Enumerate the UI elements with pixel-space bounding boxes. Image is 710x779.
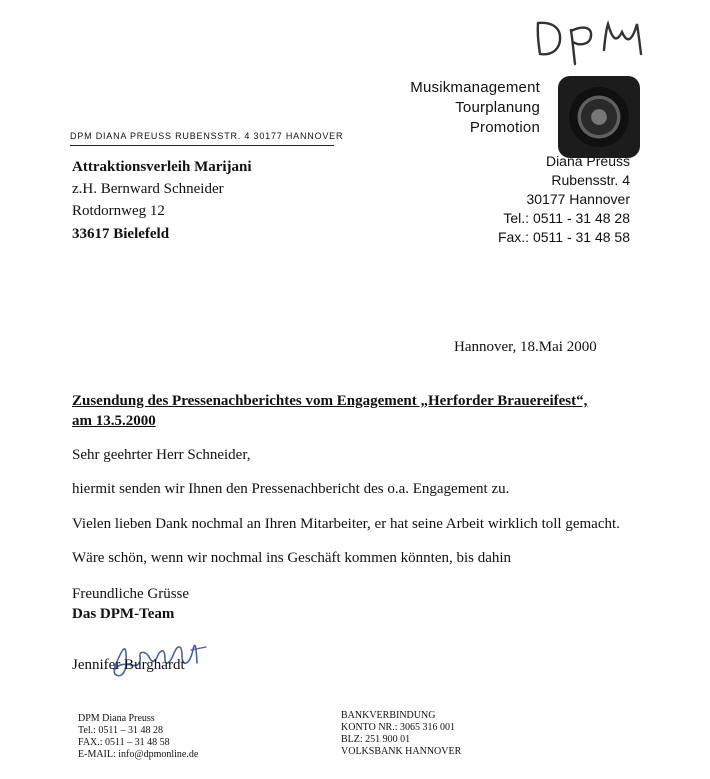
salutation: Sehr geehrter Herr Schneider, bbox=[72, 447, 251, 463]
sender-city: 30177 Hannover bbox=[526, 191, 630, 207]
bank-account: KONTO NR.: 3065 316 001 bbox=[341, 722, 455, 733]
bank-title: BANKVERBINDUNG bbox=[341, 710, 436, 721]
footer-contact bbox=[78, 713, 198, 761]
recipient-city: 33617 Bielefeld bbox=[72, 226, 170, 242]
closing-greeting: Freundliche Grüsse bbox=[72, 586, 190, 602]
recipient-address bbox=[72, 156, 252, 222]
sender-address bbox=[498, 152, 630, 247]
bank-blz: BLZ: 251 900 01 bbox=[341, 734, 411, 745]
service-line: Musikmanagement bbox=[410, 79, 540, 96]
letter-date: Hannover, 18.Mai 2000 bbox=[454, 339, 597, 355]
letter-subject bbox=[72, 391, 587, 431]
return-address-rule bbox=[70, 145, 334, 146]
dpm-handwritten-logo bbox=[528, 8, 668, 66]
recipient-attention: z.H. Bernward Schneider bbox=[72, 181, 224, 197]
sender-phone: Tel.: 0511 - 31 48 28 bbox=[503, 210, 630, 226]
closing-team: Das DPM-Team bbox=[72, 606, 175, 622]
subject-line-1: Zusendung des Pressenachberichtes vom Engagement „Herforder Brauereifest“, bbox=[72, 393, 588, 409]
return-address: DPM DIANA PREUSS RUBENSSTR. 4 30177 HANNOVER bbox=[70, 131, 344, 141]
sender-fax: Fax.: 0511 - 31 48 58 bbox=[497, 229, 630, 245]
body-paragraph-3: Wäre schön, wenn wir nochmal ins Geschäft kommen könnten, bis dahin bbox=[72, 550, 512, 566]
footer-company: DPM Diana Preuss bbox=[78, 713, 155, 724]
recipient-street: Rotdornweg 12 bbox=[72, 203, 165, 219]
subject-line-2: am 13.5.2000 bbox=[72, 413, 156, 429]
service-lines bbox=[410, 78, 540, 138]
signer-name: Jennifer Burghardt bbox=[72, 657, 185, 673]
body-paragraph-1: hiermit senden wir Ihnen den Pressenachbericht des o.a. Engagement zu. bbox=[72, 481, 510, 497]
footer-tel: Tel.: 0511 – 31 48 28 bbox=[78, 725, 164, 736]
bank-name: VOLKSBANK HANNOVER bbox=[341, 746, 462, 757]
sender-name: Diana Preuss bbox=[545, 153, 630, 169]
closing bbox=[72, 584, 189, 624]
body-paragraph-2: Vielen lieben Dank nochmal an Ihren Mitarbeiter, er hat seine Arbeit wirklich toll gemacht. bbox=[72, 516, 620, 532]
footer-fax: FAX.: 0511 – 31 48 58 bbox=[78, 737, 170, 748]
speaker-logo-icon bbox=[558, 76, 640, 158]
footer-email: E-MAIL: info@dpmonline.de bbox=[78, 749, 199, 760]
sender-street: Rubensstr. 4 bbox=[551, 172, 630, 188]
service-line: Promotion bbox=[469, 119, 540, 136]
recipient-name: Attraktionsverleih Marijani bbox=[72, 159, 252, 175]
footer-bank bbox=[341, 710, 461, 758]
service-line: Tourplanung bbox=[455, 99, 540, 116]
